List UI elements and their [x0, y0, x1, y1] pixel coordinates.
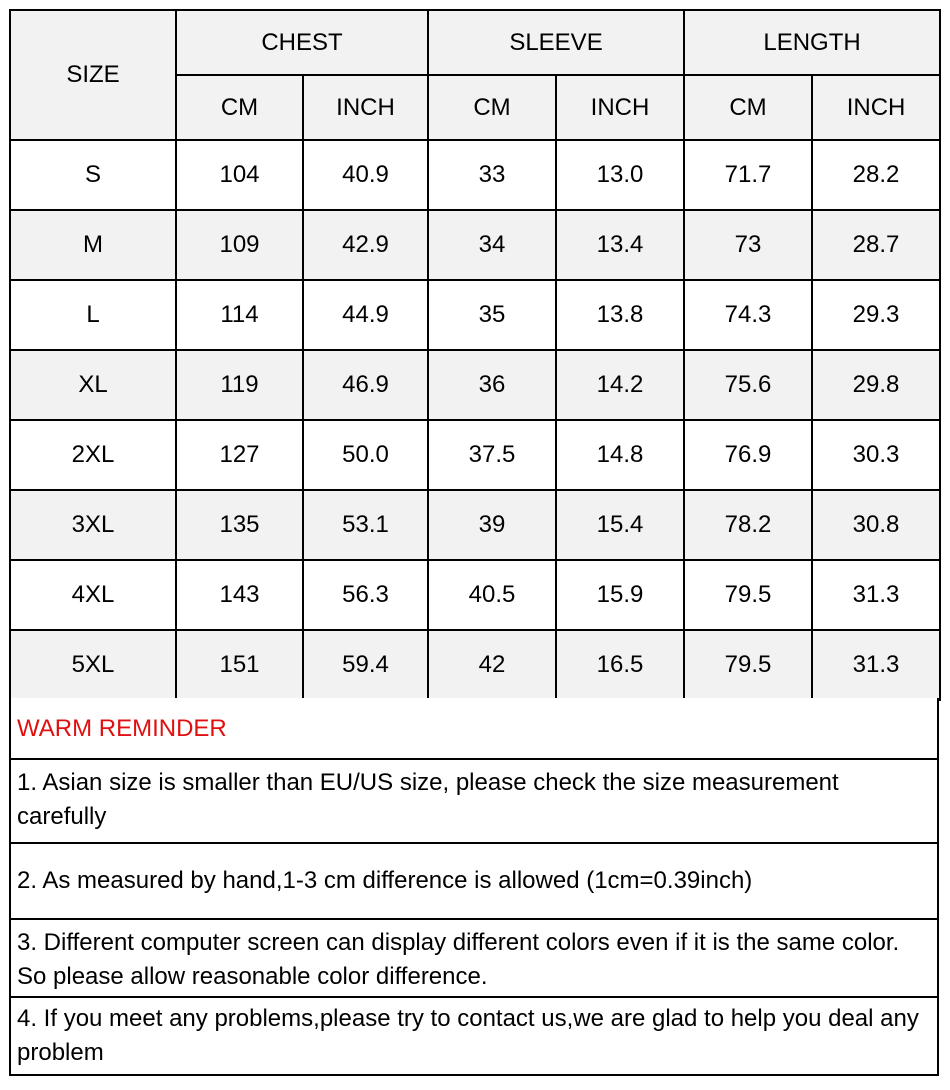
sleeve-inch-cell: 13.8 — [556, 280, 684, 350]
table-row — [10, 140, 940, 210]
table-row — [10, 560, 940, 630]
length-cm-cell: 75.6 — [684, 350, 812, 420]
chest-inch-cell: 56.3 — [303, 560, 428, 630]
length-cm-cell: 71.7 — [684, 140, 812, 210]
sleeve-inch-cell: 16.5 — [556, 630, 684, 700]
chest-inch-cell: 59.4 — [303, 630, 428, 700]
length-inch-cell: 31.3 — [812, 630, 940, 700]
reminder-note-1: 1. Asian size is smaller than EU/US size, please check the size measurement carefully — [9, 760, 939, 844]
sleeve-cm-cell: 36 — [428, 350, 556, 420]
size-cell: 5XL — [10, 630, 176, 700]
size-column-header: SIZE — [10, 10, 176, 140]
sleeve-inch-cell: 14.2 — [556, 350, 684, 420]
sleeve-inch-cell: 13.0 — [556, 140, 684, 210]
chest-cm-cell: 104 — [176, 140, 303, 210]
sleeve-cm-cell: 37.5 — [428, 420, 556, 490]
table-row — [10, 630, 940, 700]
length-inch-cell: 29.8 — [812, 350, 940, 420]
chest-cm-cell: 151 — [176, 630, 303, 700]
size-cell: XL — [10, 350, 176, 420]
table-row — [10, 420, 940, 490]
chest-cm-cell: 127 — [176, 420, 303, 490]
length-inch-header: INCH — [812, 75, 940, 140]
sleeve-cm-cell: 34 — [428, 210, 556, 280]
length-inch-cell: 30.8 — [812, 490, 940, 560]
sleeve-inch-header: INCH — [556, 75, 684, 140]
reminder-note-4: 4. If you meet any problems,please try to contact us,we are glad to help you deal any problem — [9, 998, 939, 1076]
size-cell: 4XL — [10, 560, 176, 630]
sleeve-inch-cell: 15.4 — [556, 490, 684, 560]
table-row — [10, 210, 940, 280]
chest-cm-cell: 135 — [176, 490, 303, 560]
size-cell: S — [10, 140, 176, 210]
chest-cm-cell: 114 — [176, 280, 303, 350]
reminder-note-2: 2. As measured by hand,1-3 cm difference is allowed (1cm=0.39inch) — [9, 844, 939, 920]
chest-inch-header: INCH — [303, 75, 428, 140]
length-cm-cell: 79.5 — [684, 560, 812, 630]
chest-cm-cell: 109 — [176, 210, 303, 280]
length-cm-cell: 78.2 — [684, 490, 812, 560]
size-cell: L — [10, 280, 176, 350]
sleeve-cm-cell: 35 — [428, 280, 556, 350]
warm-reminder-title: WARM REMINDER — [9, 698, 939, 760]
chest-cm-cell: 119 — [176, 350, 303, 420]
table-row — [10, 490, 940, 560]
chest-group-header: CHEST — [176, 10, 428, 75]
length-cm-cell: 74.3 — [684, 280, 812, 350]
length-inch-cell: 28.7 — [812, 210, 940, 280]
length-inch-cell: 30.3 — [812, 420, 940, 490]
table-row — [10, 280, 940, 350]
sleeve-cm-cell: 42 — [428, 630, 556, 700]
sleeve-cm-cell: 39 — [428, 490, 556, 560]
sleeve-cm-header: CM — [428, 75, 556, 140]
sleeve-inch-cell: 13.4 — [556, 210, 684, 280]
chest-inch-cell: 46.9 — [303, 350, 428, 420]
sleeve-cm-cell: 33 — [428, 140, 556, 210]
chest-inch-cell: 42.9 — [303, 210, 428, 280]
length-inch-cell: 28.2 — [812, 140, 940, 210]
reminder-note-3: 3. Different computer screen can display different colors even if it is the same color. So please allow reasonable color difference. — [9, 920, 939, 998]
chest-inch-cell: 53.1 — [303, 490, 428, 560]
length-cm-cell: 79.5 — [684, 630, 812, 700]
length-inch-cell: 31.3 — [812, 560, 940, 630]
size-cell: M — [10, 210, 176, 280]
chest-cm-header: CM — [176, 75, 303, 140]
size-cell: 3XL — [10, 490, 176, 560]
sleeve-group-header: SLEEVE — [428, 10, 684, 75]
length-inch-cell: 29.3 — [812, 280, 940, 350]
sleeve-inch-cell: 15.9 — [556, 560, 684, 630]
chest-inch-cell: 40.9 — [303, 140, 428, 210]
chest-inch-cell: 50.0 — [303, 420, 428, 490]
chest-cm-cell: 143 — [176, 560, 303, 630]
size-chart-table — [9, 9, 941, 701]
warm-reminder-section — [9, 698, 939, 1076]
length-cm-cell: 73 — [684, 210, 812, 280]
length-group-header: LENGTH — [684, 10, 940, 75]
chest-inch-cell: 44.9 — [303, 280, 428, 350]
sleeve-cm-cell: 40.5 — [428, 560, 556, 630]
length-cm-cell: 76.9 — [684, 420, 812, 490]
sleeve-inch-cell: 14.8 — [556, 420, 684, 490]
length-cm-header: CM — [684, 75, 812, 140]
size-cell: 2XL — [10, 420, 176, 490]
table-row — [10, 350, 940, 420]
